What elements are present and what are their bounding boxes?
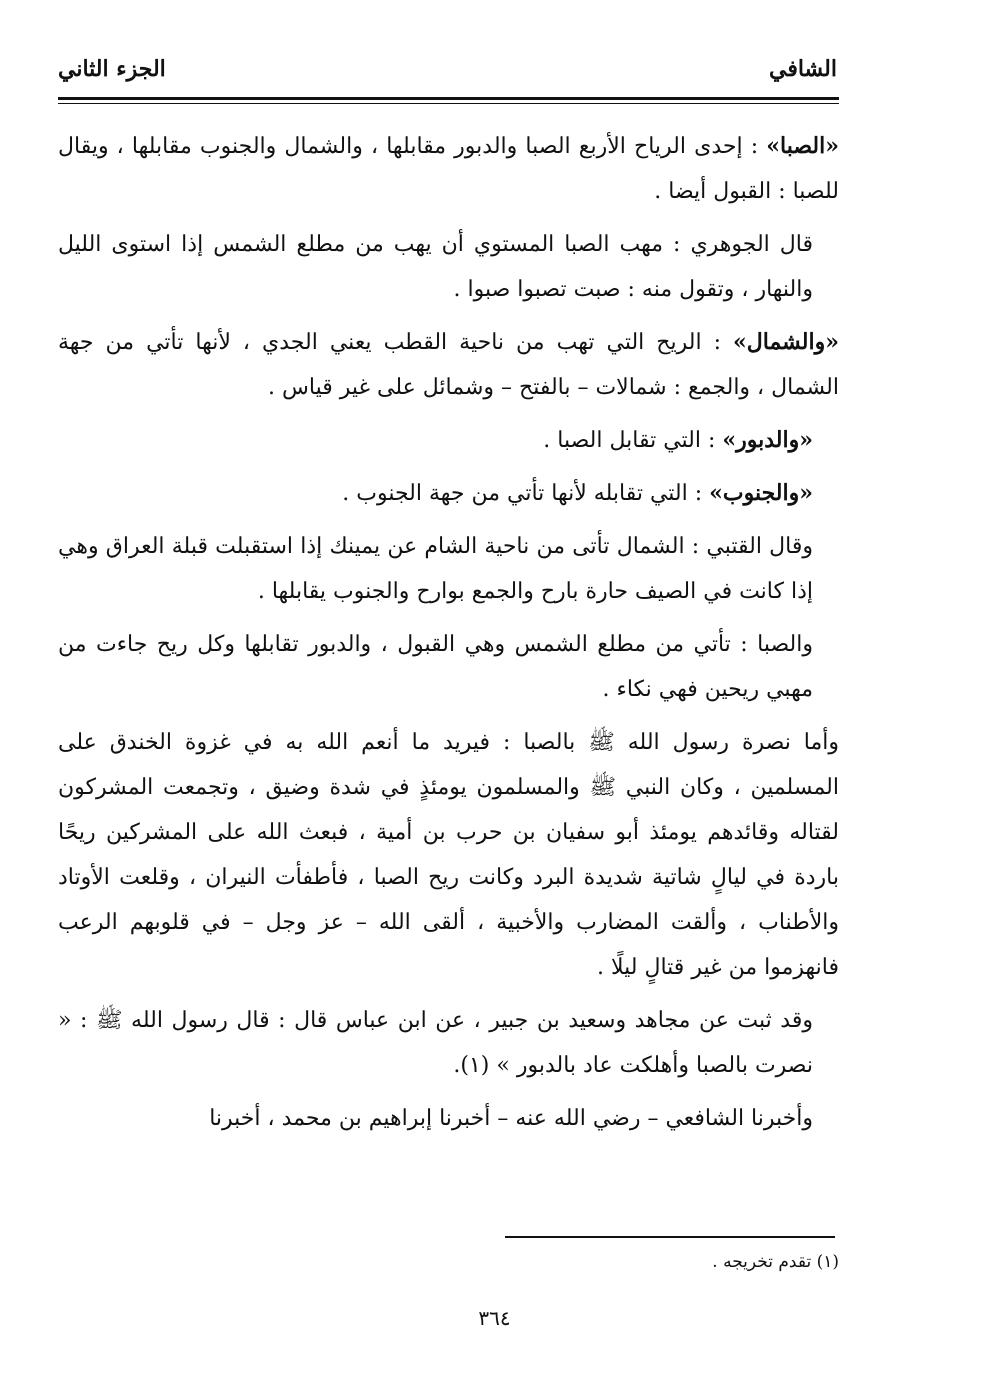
paragraph-text: وقد ثبت عن مجاهد وسعيد بن جبير ، عن ابن عباس قال : قال رسول الله ﷺ : « نصرت بالصبا وأهلكت عاد بالدبور » (١). xyxy=(58,1008,813,1078)
footnote: (١) تقدم تخريجه . xyxy=(712,1252,839,1272)
paragraph xyxy=(58,471,839,516)
paragraph-text: وأما نصرة رسول الله ﷺ بالصبا : فيريد ما أنعم الله به في غزوة الخندق على المسلمين ، وكان النبي ﷺ والمسلمون يومئذٍ في شدة وضيق ، وتجمعت المشركون لقتاله وقائدهم يومئذ أبو سفيان بن حرب بن أمية ، فبعث الله على المشركين ريحًا باردة في ليالٍ شاتية شديدة البرد وكانت ريح الصبا ، فأطفأت النيران ، وقلعت الأوتاد والأطناب ، وألقت المضارب والأخبية ، ألقى الله – عز وجل – في قلوبهم الرعب فانهزموا من غير قتالٍ ليلًا . xyxy=(58,730,839,980)
paragraph-text: وقال القتبي : الشمال تأتى من ناحية الشام عن يمينك إذا استقبلت قبلة العراق وهي إذا كانت في الصيف حارة بارح والجمع بوارح والجنوب يقابلها . xyxy=(58,534,813,604)
paragraph xyxy=(58,418,839,463)
book-title: الشافي xyxy=(769,56,837,82)
paragraph-term: «والجنوب» xyxy=(709,480,813,506)
paragraph-text: : التي تقابله لأنها تأتي من جهة الجنوب . xyxy=(342,481,710,506)
footnote-rule xyxy=(505,1236,835,1238)
paragraph-text: : التي تقابل الصبا . xyxy=(543,428,723,453)
paragraph-text: وأخبرنا الشافعي – رضي الله عنه – أخبرنا إبراهيم بن محمد ، أخبرنا xyxy=(209,1106,813,1131)
paragraph xyxy=(58,222,839,312)
page-number: ٣٦٤ xyxy=(478,1306,511,1330)
paragraph xyxy=(58,998,839,1088)
paragraph-term: «والشمال» xyxy=(733,329,839,355)
volume-title: الجزء الثاني xyxy=(58,56,166,82)
paragraph-text: : إحدى الرياح الأربع الصبا والدبور مقابلها ، والشمال والجنوب مقابلها ، ويقال للصبا : القبول أيضا . xyxy=(58,134,839,204)
paragraph xyxy=(58,720,839,990)
paragraph xyxy=(58,524,839,614)
paragraph-text: قال الجوهري : مهب الصبا المستوي أن يهب من مطلع الشمس إذا استوى الليل والنهار ، وتقول منه : صبت تصبوا صبوا . xyxy=(58,232,813,302)
paragraph xyxy=(58,622,839,712)
paragraph-term: «الصبا» xyxy=(766,133,839,159)
header-rule-thick xyxy=(58,97,839,100)
paragraph-term: «والدبور» xyxy=(722,427,813,453)
paragraph xyxy=(58,124,839,214)
paragraph xyxy=(58,320,839,410)
paragraph-text: والصبا : تأتي من مطلع الشمس وهي القبول ، والدبور تقابلها وكل ريح جاءت من مهبي ريحين فهي نكاء . xyxy=(58,632,813,702)
paragraph xyxy=(58,1096,839,1141)
main-text xyxy=(58,124,839,1149)
running-header xyxy=(58,56,837,94)
paragraph-text: : الريح التي تهب من ناحية القطب يعني الجدي ، لأنها تأتي من جهة الشمال ، والجمع : شمالات – بالفتح – وشمائل على غير قياس . xyxy=(58,330,839,400)
header-rule-thin xyxy=(58,103,839,104)
